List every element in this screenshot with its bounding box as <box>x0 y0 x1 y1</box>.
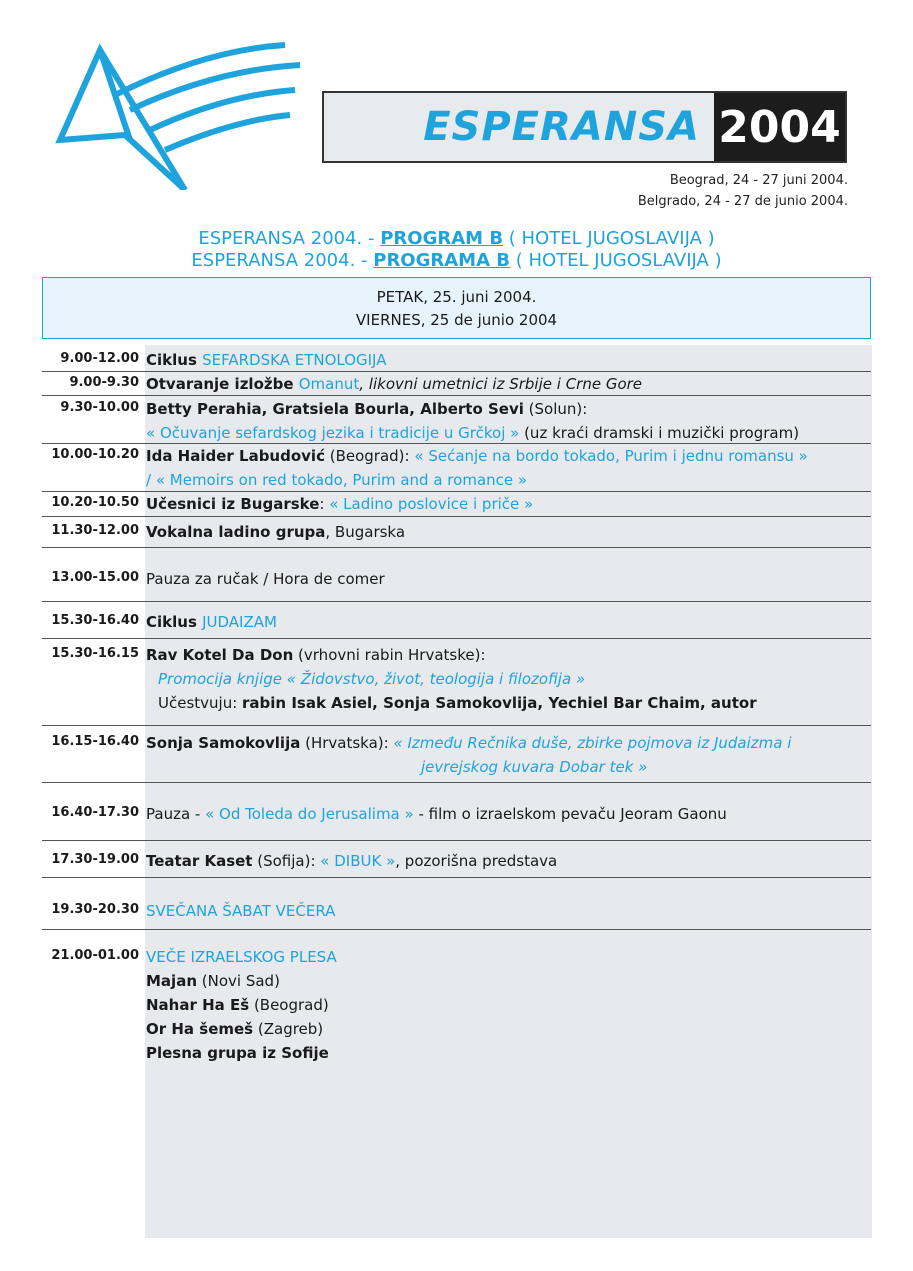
row-text: (vrhovni rabin Hrvatske): <box>293 646 486 664</box>
row-time: 11.30-12.00 <box>51 523 139 538</box>
row-performer: Majan <box>146 972 197 990</box>
row-text: Učestvuju: <box>158 694 243 712</box>
heading-program: PROGRAMA B <box>373 250 510 271</box>
row-highlight: « Očuvanje sefardskog jezika i tradicije u Grčkoj » <box>146 424 520 442</box>
row-text: (uz kraći dramski i muzički program) <box>519 424 800 442</box>
row-content <box>146 348 871 372</box>
row-content <box>146 372 871 396</box>
row-time: 10.00-10.20 <box>51 447 139 462</box>
row-text: Pauza - <box>146 805 206 823</box>
heading-prefix: ESPERANSA 2004. - <box>198 228 381 249</box>
row-text: (Novi Sad) <box>197 972 280 990</box>
row-text: (Sofija): <box>252 852 321 870</box>
row-speakers: Ida Haider Labudović <box>146 447 325 465</box>
divider <box>42 601 871 602</box>
row-speakers: Rav Kotel Da Don <box>146 646 294 664</box>
divider <box>42 929 871 930</box>
row-speakers: Sonja Samokovlija <box>146 734 301 752</box>
row-highlight: Promocija knjige « Židovstvo, život, teologija i filozofija » <box>158 670 586 688</box>
row-content <box>146 397 871 445</box>
row-highlight: SEFARDSKA ETNOLOGIJA <box>202 351 387 369</box>
program-heading-es <box>0 250 913 272</box>
heading-suffix: ( HOTEL JUGOSLAVIJA ) <box>503 228 715 249</box>
row-speakers: Vokalna ladino grupa <box>146 523 326 541</box>
divider <box>42 877 871 878</box>
day-serbian: PETAK, 25. juni 2004. <box>376 288 537 306</box>
row-speakers: Teatar Kaset <box>146 852 253 870</box>
row-highlight: SVEČANA ŠABAT VEČERA <box>146 902 336 920</box>
row-time: 13.00-15.00 <box>51 570 139 585</box>
divider <box>42 547 871 548</box>
row-text: Pauza za ručak / Hora de comer <box>146 570 385 588</box>
date-spanish: Belgrado, 24 - 27 de junio 2004. <box>637 194 848 209</box>
heading-suffix: ( HOTEL JUGOSLAVIJA ) <box>510 250 722 271</box>
row-time: 9.00-12.00 <box>60 351 139 366</box>
heading-program: PROGRAM B <box>380 228 504 249</box>
divider <box>42 725 871 726</box>
row-performer: Or Ha šemeš <box>146 1020 254 1038</box>
row-highlight: jevrejskog kuvara Dobar tek » <box>421 758 648 776</box>
day-header <box>42 277 871 339</box>
divider <box>42 516 871 517</box>
row-text: (Beograd): <box>324 447 415 465</box>
row-text: Ciklus <box>146 351 203 369</box>
row-content <box>146 567 871 591</box>
date-serbian: Beograd, 24 - 27 juni 2004. <box>669 173 848 188</box>
row-text: , likovni umetnici iz Srbije i Crne Gore <box>359 375 643 393</box>
row-content <box>146 731 871 779</box>
row-time: 9.30-10.00 <box>60 400 139 415</box>
row-performer: Nahar Ha Eš <box>146 996 250 1014</box>
row-highlight: « Ladino poslovice i priče » <box>329 495 534 513</box>
row-highlight: « DIBUK » <box>320 852 396 870</box>
row-speakers: Učesnici iz Bugarske <box>146 495 320 513</box>
row-highlight: / « Memoirs on red tokado, Purim and a romance » <box>146 471 528 489</box>
row-content <box>146 899 871 923</box>
row-time: 15.30-16.40 <box>51 613 139 628</box>
row-highlight: Omanut <box>298 375 360 393</box>
row-time: 19.30-20.30 <box>51 902 139 917</box>
row-content <box>146 802 871 826</box>
row-highlight: « Sećanje na bordo tokado, Purim i jednu romansu » <box>414 447 808 465</box>
row-text: Ciklus <box>146 613 203 631</box>
event-dates <box>638 170 848 212</box>
divider <box>42 782 871 783</box>
divider <box>42 840 871 841</box>
row-text: , Bugarska <box>325 523 406 541</box>
program-heading-sr <box>0 228 913 250</box>
row-performer: Plesna grupa iz Sofije <box>146 1044 329 1062</box>
title-banner <box>322 91 847 163</box>
row-highlight: VEČE IZRAELSKOG PLESA <box>146 948 337 966</box>
title-year: 2004 <box>714 93 845 161</box>
row-content <box>146 520 871 544</box>
row-text: (Zagreb) <box>253 1020 324 1038</box>
row-content <box>146 610 871 634</box>
row-time: 9.00-9.30 <box>69 375 139 390</box>
row-text: , pozorišna predstava <box>395 852 558 870</box>
row-text: (Hrvatska): <box>300 734 394 752</box>
row-time: 10.20-10.50 <box>51 495 139 510</box>
day-spanish: VIERNES, 25 de junio 2004 <box>355 311 558 329</box>
program-heading <box>0 228 913 272</box>
heading-prefix: ESPERANSA 2004. - <box>191 250 374 271</box>
row-speakers: rabin Isak Asiel, Sonja Samokovlija, Yechiel Bar Chaim, autor <box>242 694 757 712</box>
row-time: 16.15-16.40 <box>51 734 139 749</box>
esperansa-logo-icon <box>55 40 305 190</box>
row-highlight: JUDAIZAM <box>202 613 277 631</box>
row-time: 21.00-01.00 <box>51 948 139 963</box>
row-time: 17.30-19.00 <box>51 852 139 867</box>
row-content <box>146 643 871 715</box>
row-text: Otvaranje izložbe <box>146 375 299 393</box>
row-content <box>146 492 871 516</box>
row-text: : <box>319 495 330 513</box>
row-content <box>146 945 871 1065</box>
row-speakers: Betty Perahia, Gratsiela Bourla, Alberto Sevi <box>146 400 524 418</box>
row-time: 15.30-16.15 <box>51 646 139 661</box>
row-text: - film o izraelskom pevaču Jeoram Gaonu <box>413 805 727 823</box>
title-word: ESPERANSA <box>423 104 700 150</box>
row-highlight: « Od Toleda do Jerusalima » <box>205 805 414 823</box>
row-text: (Solun): <box>523 400 588 418</box>
divider <box>42 638 871 639</box>
row-highlight: « Između Rečnika duše, zbirke pojmova iz Judaizma i <box>393 734 792 752</box>
row-content <box>146 849 871 873</box>
row-time: 16.40-17.30 <box>51 805 139 820</box>
row-content <box>146 444 871 492</box>
row-text: (Beograd) <box>249 996 329 1014</box>
